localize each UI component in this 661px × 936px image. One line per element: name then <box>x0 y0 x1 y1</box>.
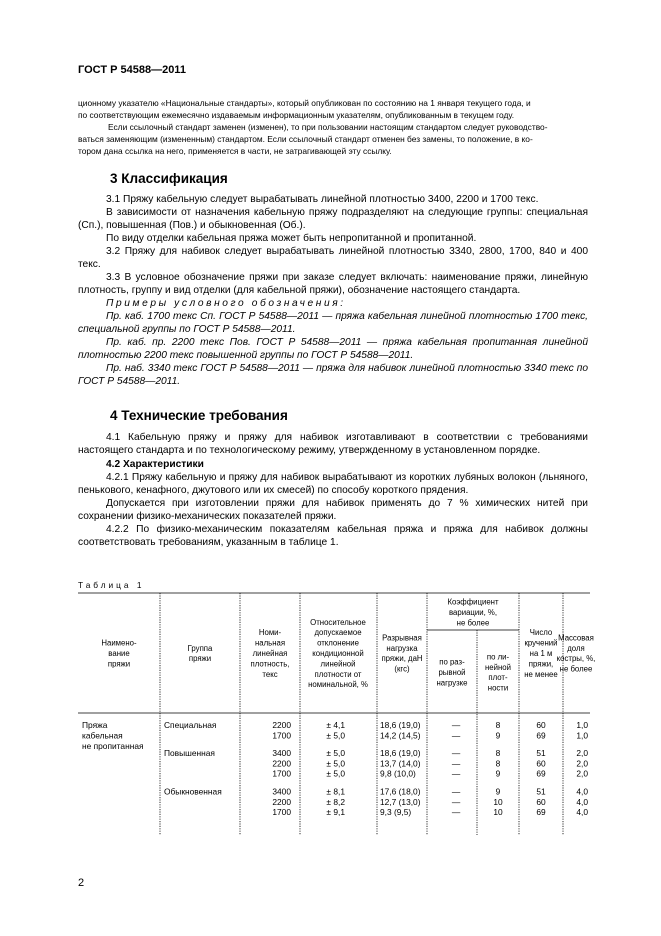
section-3-title: 3 Классификация <box>110 171 228 186</box>
group-name: Повышенная <box>164 748 215 759</box>
cell-variation-load: — <box>451 796 461 807</box>
cell-shive: 1,0 <box>576 730 588 741</box>
cell-breaking-load: 9,3 (9,5) <box>380 807 412 818</box>
page-number: 2 <box>78 877 85 889</box>
para-3-1: 3.1 Пряжу кабельную следует вырабатывать линейной плотностью 3400, 2200 и 1700 текс. <box>106 194 539 205</box>
header-breaking-load: пряжи, даН <box>381 654 423 664</box>
document-header: ГОСТ Р 54588—2011 <box>78 64 186 76</box>
cell-deviation: ± 5,0 <box>326 730 345 741</box>
header-variation-load: нагрузке <box>436 678 468 688</box>
cell-shive: 2,0 <box>576 758 588 769</box>
cell-deviation: ± 8,1 <box>326 786 345 797</box>
cell-shive: 2,0 <box>576 768 588 779</box>
cell-breaking-load: 17,6 (18,0) <box>380 786 421 797</box>
cell-variation-load: — <box>451 720 461 730</box>
cell-shive: 4,0 <box>576 796 588 807</box>
cell-breaking-load: 18,6 (19,0) <box>380 720 421 730</box>
para-4-1: 4.1 Кабельную пряжу и пряжу для набивок изготавливают в соответствии с требованиями настоящего стандарта и по технологическому режиму, утвержденному в установленном порядке. <box>78 432 588 456</box>
cell-density: 3400 <box>272 748 291 759</box>
header-twists: не менее <box>524 669 558 679</box>
para-3-1-groups: В зависимости от назначения кабельную пряжу подразделяют на следующие группы: специальная (Сп.), повышенная (Пов.) и обыкновенная (Об.). <box>78 207 588 231</box>
header-deviation: номинальной, % <box>308 680 368 690</box>
header-group: пряжи <box>188 654 212 664</box>
section-4-title: 4 Технические требования <box>110 408 288 423</box>
cell-deviation: ± 5,0 <box>326 758 345 769</box>
header-twists: Число <box>529 628 553 638</box>
header-variation: Коэффициент <box>447 597 499 607</box>
header-density: текс <box>262 669 278 679</box>
para-4-2-1: 4.2.1 Пряжу кабельную и пряжу для набивок вырабатывают из коротких лубяных волокон (льняного, пенькового, кенафного, джутового или их смесей) по способу короткого прядения. <box>78 472 588 496</box>
cell-variation-density: 9 <box>495 768 501 779</box>
example-1: Пр. каб. 1700 текс Сп. ГОСТ Р 54588—2011 — пряжа кабельная линейной плотностью 1700 текс, специальной группы по ГОСТ Р 54588—2011. <box>78 311 588 335</box>
cell-variation-density: 8 <box>495 748 501 759</box>
header-variation-density: по ли- <box>486 652 510 662</box>
header-deviation: допускаемое <box>314 628 362 638</box>
header-shive: доля <box>567 643 585 653</box>
cell-variation-density: 8 <box>495 758 501 769</box>
cell-density: 1700 <box>272 730 291 741</box>
cell-twists: 51 <box>536 786 546 797</box>
cell-density: 1700 <box>272 807 291 818</box>
header-yarn-name: пряжи <box>107 659 131 669</box>
cell-variation-load: — <box>451 730 461 741</box>
intro-line-3: Если ссылочный стандарт заменен (изменен), то при пользовании настоящим стандартом следует руководство- <box>108 122 548 132</box>
cell-breaking-load: 18,6 (19,0) <box>380 748 421 759</box>
cell-deviation: ± 8,2 <box>326 796 345 807</box>
header-shive: Массовая <box>558 633 594 643</box>
cell-shive: 4,0 <box>576 807 588 818</box>
cell-variation-load: — <box>451 768 461 779</box>
cell-density: 3400 <box>272 786 291 797</box>
table-caption: Таблица 1 <box>78 580 145 590</box>
header-variation: не более <box>456 618 490 628</box>
cell-deviation: ± 5,0 <box>326 768 345 779</box>
header-density: Номи- <box>258 628 282 638</box>
cell-density: 2200 <box>272 758 291 769</box>
cell-density: 2200 <box>272 720 291 730</box>
cell-shive: 2,0 <box>576 748 588 759</box>
yarn-name: Пряжа <box>82 720 108 730</box>
header-twists: на 1 м <box>529 649 553 658</box>
cell-breaking-load: 14,2 (14,5) <box>380 730 421 741</box>
cell-twists: 69 <box>536 730 546 741</box>
header-deviation: Относительное <box>310 617 366 627</box>
example-3: Пр. наб. 3340 текс ГОСТ Р 54588—2011 — пряжа для набивок линейной плотностью 3340 текс по ГОСТ Р 54588—2011. <box>78 363 588 387</box>
cell-variation-load: — <box>451 748 461 759</box>
header-group: Группа <box>187 643 213 653</box>
header-density: нальная <box>254 638 286 648</box>
header-variation-density: плот- <box>488 673 508 683</box>
yarn-name: кабельная <box>82 730 123 741</box>
para-4-2-1-addition: Допускается при изготовлении пряжи для набивок применять до 7 % химических нитей при сохранении физико-механических показателей пряжи. <box>78 498 588 522</box>
para-3-3: 3.3 В условное обозначение пряжи при заказе следует включать: наименование пряжи, линейную плотность, группу и вид отделки (для кабельной пряжи), обозначение настоящего стандарта. <box>78 272 588 296</box>
cell-shive: 4,0 <box>576 786 588 797</box>
cell-twists: 60 <box>536 758 546 769</box>
cell-twists: 69 <box>536 768 546 779</box>
header-variation-density: ности <box>487 683 509 693</box>
cell-variation-density: 9 <box>495 730 501 741</box>
header-density: плотность, <box>250 659 290 669</box>
intro-line-5: тором дана ссылка на него, применяется в части, не затрагивающей эту ссылку. <box>78 146 392 156</box>
header-shive: костры, %, <box>556 654 596 664</box>
header-breaking-load: Разрывная <box>382 633 422 643</box>
cell-variation-density: 10 <box>493 807 503 818</box>
cell-twists: 60 <box>536 720 546 730</box>
header-twists: кручений <box>524 638 558 648</box>
cell-twists: 60 <box>536 796 546 807</box>
cell-deviation: ± 5,0 <box>326 748 345 759</box>
cell-variation-load: — <box>451 758 461 769</box>
cell-variation-density: 8 <box>495 720 501 730</box>
para-3-2: 3.2 Пряжу для набивок следует вырабатывать линейной плотностью 3340, 2800, 1700, 840 и 400 текс. <box>78 246 588 270</box>
cell-shive: 1,0 <box>576 720 588 730</box>
cell-variation-density: 9 <box>495 786 501 797</box>
cell-density: 2200 <box>272 796 291 807</box>
cell-breaking-load: 13,7 (14,0) <box>380 758 421 769</box>
header-variation-load: рывной <box>438 668 466 677</box>
cell-twists: 69 <box>536 807 546 818</box>
header-twists: пряжи, <box>528 659 554 669</box>
header-breaking-load: (кгс) <box>394 664 410 674</box>
header-variation-density: нейной <box>485 662 511 672</box>
example-2: Пр. каб. пр. 2200 текс Пов. ГОСТ Р 54588—2011 — пряжа кабельная пропитанная линейной плотностью 2200 текс повышенной группы по ГОСТ Р 54588—2011. <box>78 337 588 361</box>
header-shive: не более <box>559 664 593 674</box>
cell-density: 1700 <box>272 768 291 779</box>
header-yarn-name: вание <box>108 649 130 658</box>
para-3-1-finish: По виду отделки кабельная пряжа может быть непропитанной и пропитанной. <box>106 233 477 244</box>
header-breaking-load: нагрузка <box>386 643 418 653</box>
intro-line-2: по соответствующим ежемесячно издаваемым информационным указателям, опубликованным в текущем году. <box>78 110 515 120</box>
header-deviation: кондиционной <box>312 649 364 658</box>
cell-variation-load: — <box>451 786 461 797</box>
cell-variation-load: — <box>451 807 461 818</box>
header-deviation: отклонение <box>317 638 359 648</box>
para-4-2-2: 4.2.2 По физико-механическим показателям кабельная пряжа и пряжа для набивок должны соответствовать требованиям, указанным в таблице 1. <box>78 524 588 548</box>
header-deviation: линейной <box>320 659 356 669</box>
intro-line-4: ваться заменяющим (измененным) стандартом. Если ссылочный стандарт отменен без замены, то положение, в ко- <box>78 134 533 144</box>
header-density: линейная <box>252 649 288 658</box>
intro-line-1: ционному указателю «Национальные стандарты», который опубликован по состоянию на 1 января текущего года, и <box>78 98 531 108</box>
cell-variation-density: 10 <box>493 796 503 807</box>
examples-label: Примеры условного обозначения: <box>106 298 346 309</box>
group-name: Обыкновенная <box>164 786 222 797</box>
cell-breaking-load: 9,8 (10,0) <box>380 768 416 779</box>
cell-twists: 51 <box>536 748 546 759</box>
cell-breaking-load: 12,7 (13,0) <box>380 796 421 807</box>
header-yarn-name: Наимено- <box>101 638 137 648</box>
header-variation: вариации, %, <box>448 608 498 617</box>
cell-deviation: ± 4,1 <box>326 720 345 730</box>
cell-deviation: ± 9,1 <box>326 807 345 818</box>
header-deviation: плотности от <box>314 669 362 679</box>
header-variation-load: по раз- <box>439 657 465 667</box>
group-name: Специальная <box>164 720 217 730</box>
yarn-name: не пропитанная <box>82 740 144 751</box>
subsection-4-2-title: 4.2 Характеристики <box>106 459 204 470</box>
